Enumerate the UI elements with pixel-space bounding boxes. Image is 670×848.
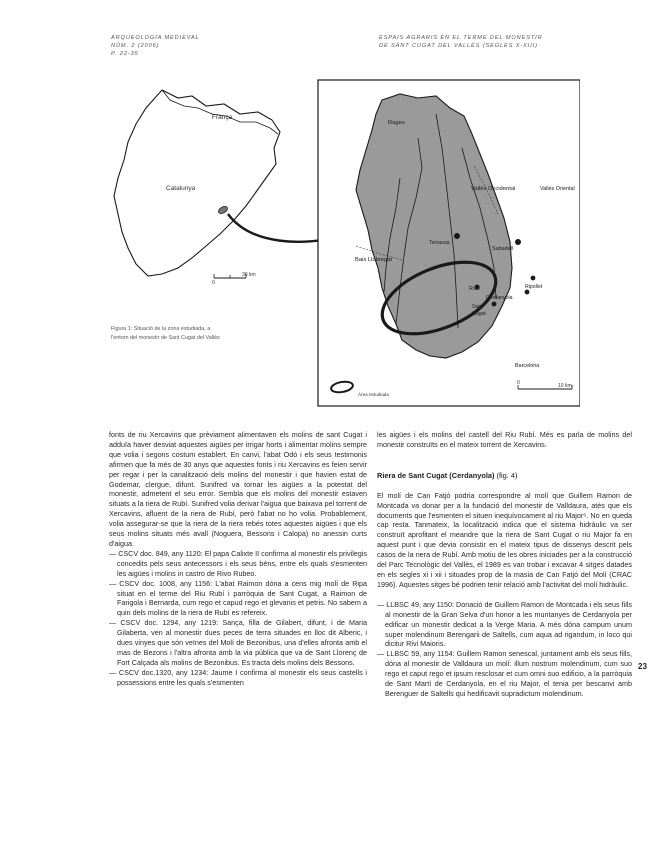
catalonia-outline xyxy=(114,90,280,276)
list-item: — CSCV doc.1320, any 1234: Jaume I confirma al monestir els seus castells i possessions entre les quals s'esmenten xyxy=(109,667,367,687)
list-item: — LLBSC 49, any 1150: Donació de Guillem Ramon de Montcada i els seus fills al monestir de la Gran Selva d'un honor a les muntanyes de Cerdanyola per edificar un monestir dedicat a la Verge Maria. A més dóna campum unum super molendinum Berengarii de Saltells, cum aqua ad rigandum, in loco qui dicitur Rivi Maioris. xyxy=(377,599,632,649)
location-map-figure xyxy=(100,78,580,408)
marker-ripollet xyxy=(531,276,536,281)
marker-terrassa xyxy=(454,233,460,239)
list-item: — CSCV doc. 1294, any 1219: Sança, filla de Gilabert, difunt, i de Maria Gilaberta, ven al monestir dues peces de terra situades en lloc dit Alberic, i dues vinyes que són veïnes del Molí de Bezonibus, una d'elles afronta amb el mas de Bezons i l'altra afronta amb la via pública que va de Sant Llorenç de Fort Calçada als molins de Bezonibus. Es tracta dels molins dels Bessons. xyxy=(109,618,367,667)
label-cerdanyola: Cerdanyola xyxy=(486,295,513,301)
marker-cerdanyola xyxy=(525,290,530,295)
label-catalunya: Catalunya xyxy=(166,185,196,192)
left-text-column xyxy=(109,430,367,688)
label-barcelona: Barcelona xyxy=(515,363,540,369)
label-sant-cugat-line-1: Sant xyxy=(472,304,483,310)
label-baix-llobregat: Baix Llobregat xyxy=(355,257,393,263)
study-area-map xyxy=(318,80,580,406)
paragraph: El molí de Can Fatjó podria correspondre al molí que Guillem Ramon de Montcada va donar per a la fundació del monestir de Valldaura, atès que els documents que l'esmenten el situen inequívocament al riu Major⁶. No en queda cap resta. Tanmateix, la localització indica que el sistema hidràulic va ser construït aprofitant el meandre que la riera de Sant Cugat o riu Major fa en aquest punt i que devia consistir en el mateix tipus de dissenys descrit pels casos de la riera de Rubí. Amb motiu de les obres iniciades per a la construcció del Parc Tecnològic del Vallès, el 1989 es van trobar i excavar 4 sitges datades en els segles xi i xii i situades prop de la masia de Can Fatjó del Molí (CRAC 1996). Aquestes sitges bé podrien tenir relació amb l'activitat del molí hidràulic. xyxy=(377,490,632,589)
figure-caption: Figura 1: Situació de la zona estudiada, a l'entorn del monestir de Sant Cugat del Vallès xyxy=(111,326,220,342)
running-header-left xyxy=(111,34,200,58)
list-item: — LLBSC 59, any 1154: Guillem Ramon senescal, juntament amb els seus fills, dóna al monestir de Valldaura un molí: illum nostrum molendinum, cum suo rego et caput rego et ipsum resclosar et cum omni suo edificio, a la parròquia de Sant Martí de Cerdanyola, en el riu Major, el tenia per bescanvi amb Berenguer de Saltells qui hedificavit supradictum molendinum. xyxy=(377,649,632,698)
label-valles-oriental: Vallès Oriental xyxy=(540,186,575,192)
section-figure-ref: (fig. 4) xyxy=(494,470,518,480)
legend-label: Àrea estudiada xyxy=(358,392,389,397)
marker-sabadell xyxy=(515,239,521,245)
label-terrassa: Terrassa xyxy=(429,240,450,246)
label-rubi: Rubí xyxy=(469,286,480,292)
right-scale-zero: 0 xyxy=(517,380,520,386)
section-heading xyxy=(377,471,632,481)
right-text-column xyxy=(377,430,632,699)
list-item: — CSCV doc. 849, any 1120: El papa Calixte II confirma al monestir els privilegis concedits pels seus antecessors i els seus béns, entre els quals s'esmenten les aigües i molins in castro de Rivo Rubeo. xyxy=(109,548,367,578)
section-title: Riera de Sant Cugat (Cerdanyola) xyxy=(377,470,495,480)
label-franca: França xyxy=(212,114,233,121)
paragraph: fonts de riu Xercavins que prèviament alimentaven els molins de sant Cugat i adduïa haver desviat aquestes aigües per irrigar horts i alimentar molins sempre que volia i segons costum establert. En canvi, l'abat Odó i els seus testimonis afirmen que fa més de 30 anys que aquestes fonts i riu Xercavins es feien servir per regar i per la canalització dels molins del monestir i que havien estat de Godemar, clergue, difunt. Sunifred va tornar les aigües a la potestat del monestir, admetent el seu error. Sembla que els molins del monestir estaven situats a la riera de Rubí. Sunifred volia derivar l'aigua que baixava pel torrent de Xercavins, afluent de la riera de Rubí, però l'abat no ho volia. Probablement, volia assegurar-se que la riera de la riera rebés totes aquestes aigües i que els seus molins situats més avall (Noguera, Bessons i Calopa) no anessin curts d'aigua. xyxy=(109,430,367,548)
article-title-line-2: DE SANT CUGAT DEL VALLÈS (SEGLES X-XIII) xyxy=(379,43,538,49)
right-scale-label: 10 km xyxy=(558,383,572,389)
article-title-line-1: ESPAIS AGRARIS EN EL TERME DEL MONESTIR xyxy=(379,35,543,41)
left-scale-label: 30 km xyxy=(242,272,256,278)
running-header-right xyxy=(379,34,543,50)
label-rages: Rages xyxy=(388,120,405,126)
journal-name: ARQUEOLOGIA MEDIEVAL xyxy=(111,35,200,41)
list-item: — CSCV doc. 1008, any 1156: L'abat Raimon dóna a cens mig molí de Ripa situat en el terme del Riu Rubí i parròquia de Sant Cugat, a Raimon de Farigola i Bernarda, cum rego et capud rego et glevanis et petris. No sabem a quin dels molins de la riera de Rubí es refereix. xyxy=(109,578,367,618)
label-sant-cugat-line-2: Cugat xyxy=(472,311,486,317)
marker-sant-cugat xyxy=(492,302,497,307)
journal-issue: NÚM. 2 (2006) xyxy=(111,43,160,49)
label-valles-occidental: Vallès Occidental xyxy=(471,186,516,192)
left-map-scale-bar xyxy=(212,272,256,286)
label-sabadell: Sabadell xyxy=(492,246,513,252)
paragraph: les aigües i els molins del castell del Riu Rubí. Més es parla de molins del monestir construïts en el mateix torrent de Xercavins. xyxy=(377,430,632,449)
catalonia-map xyxy=(114,90,280,286)
left-scale-zero: 0 xyxy=(212,280,215,286)
journal-pages: P. 22-35 xyxy=(111,51,139,57)
page-number: 23 xyxy=(638,662,647,671)
label-ripollet: Ripollet xyxy=(525,284,543,290)
